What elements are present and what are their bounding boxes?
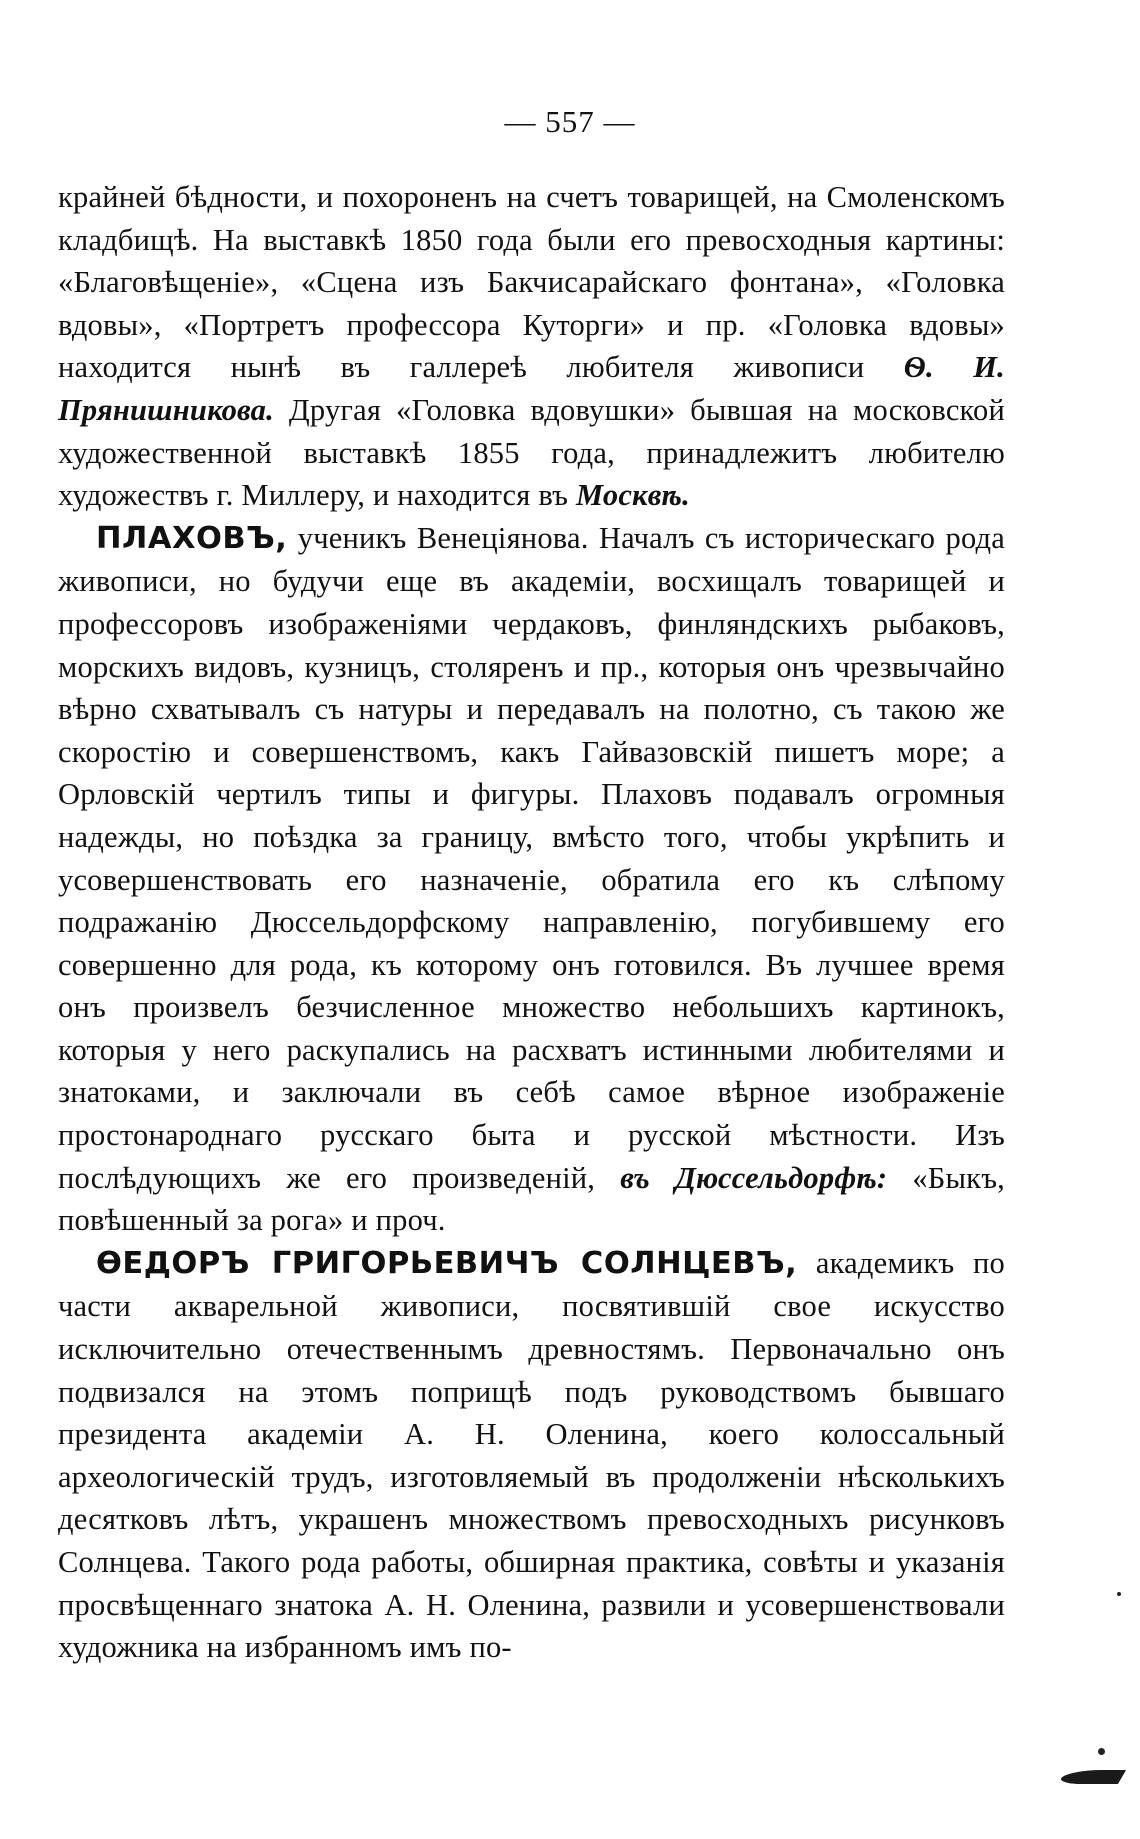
artist-name-heading: ПЛАХОВЪ,	[96, 520, 288, 556]
page-number: — 557 —	[504, 104, 636, 139]
paragraph-text: крайней бѣдности, и похороненъ на счетъ товарищей, на Смоленскомъ кладбищѣ. На выставкѣ 1850 года были его превосходныя картины: «Благовѣщеніе», «Сцена изъ Бакчисарайскаго фонтана», «Головка вдовы», «Портретъ профессора Куторги» и пр. «Головка вдовы» находится нынѣ въ галлереѣ любителя живописи	[58, 180, 1005, 385]
scan-speck	[1117, 1592, 1121, 1596]
place-name: Москвѣ.	[575, 478, 690, 513]
paragraph-text: ученикъ Венеціянова. Началъ съ историческаго рода живописи, но будучи еще въ академіи, восхищалъ товарищей и профессоровъ изображеніями чердаковъ, финляндскихъ рыбаковъ, морскихъ видовъ, кузницъ, столяренъ и пр., которыя онъ чрезвычайно вѣрно схватывалъ съ натуры и передавалъ на полотно, съ такою же скоростію и совершенствомъ, какъ Гайвазовскій пишетъ море; а Орловскій чертилъ типы и фигуры. Плаховъ подавалъ огромныя надежды, но поѣздка за границу, вмѣсто того, чтобы укрѣпить и усовершенствовать его назначеніе, обратила его къ слѣпому подражанію Дюссельдорфскому направленію, погубившему его совершенно для рода, къ которому онъ готовился. Въ лучшее время онъ произвелъ безчисленное множество небольшихъ картинокъ, которыя у него раскупались на расхватъ истинными любителями и знатоками, и заключали въ себѣ самое вѣрное изображеніе простонароднаго русскаго быта и русской мѣстности. Изъ послѣдующихъ же его произведеній,	[58, 520, 1006, 1195]
collector-name: Ѳ. И. Прянишникова.	[58, 350, 1005, 427]
scan-edge-mark	[1058, 1770, 1126, 1784]
paragraph-plakhov	[58, 517, 1005, 1242]
paragraph-text: академикъ по части акварельной живописи, посвятившій свое искусство исключительно отечественнымъ древностямъ. Первоначально онъ подвизался на этомъ поприщѣ подъ руководствомъ бывшаго президента академіи А. Н. Оленина, коего колоссальный археологическій трудъ, изготовляемый въ продолженіи нѣсколькихъ десятковъ лѣтъ, украшенъ множествомъ превосходныхъ рисунковъ Солнцева. Такого рода работы, обширная практика, совѣты и указанія просвѣщеннаго знатока А. Н. Оленина, развили и усовершенствовали художника на избранномъ имъ по-	[58, 1245, 1006, 1665]
artist-name-heading: ѲЕДОРЪ ГРИГОРЬЕВИЧЪ СОЛНЦЕВЪ,	[96, 1245, 798, 1281]
paragraph-text: Другая «Головка вдовушки» бывшая на московской художественной выставкѣ 1855 года, принадлежитъ любителю художествъ г. Миллеру, и находится въ	[58, 392, 1005, 513]
paragraph-continued	[58, 176, 1005, 517]
scan-speck	[1098, 1748, 1105, 1755]
paragraph-solntsev	[58, 1242, 1005, 1669]
place-name: въ Дюссельдорфѣ:	[620, 1160, 888, 1195]
paragraph-text: «Быкъ, повѣшенный за рога» и проч.	[58, 1160, 1005, 1238]
page-body	[58, 176, 1005, 1669]
